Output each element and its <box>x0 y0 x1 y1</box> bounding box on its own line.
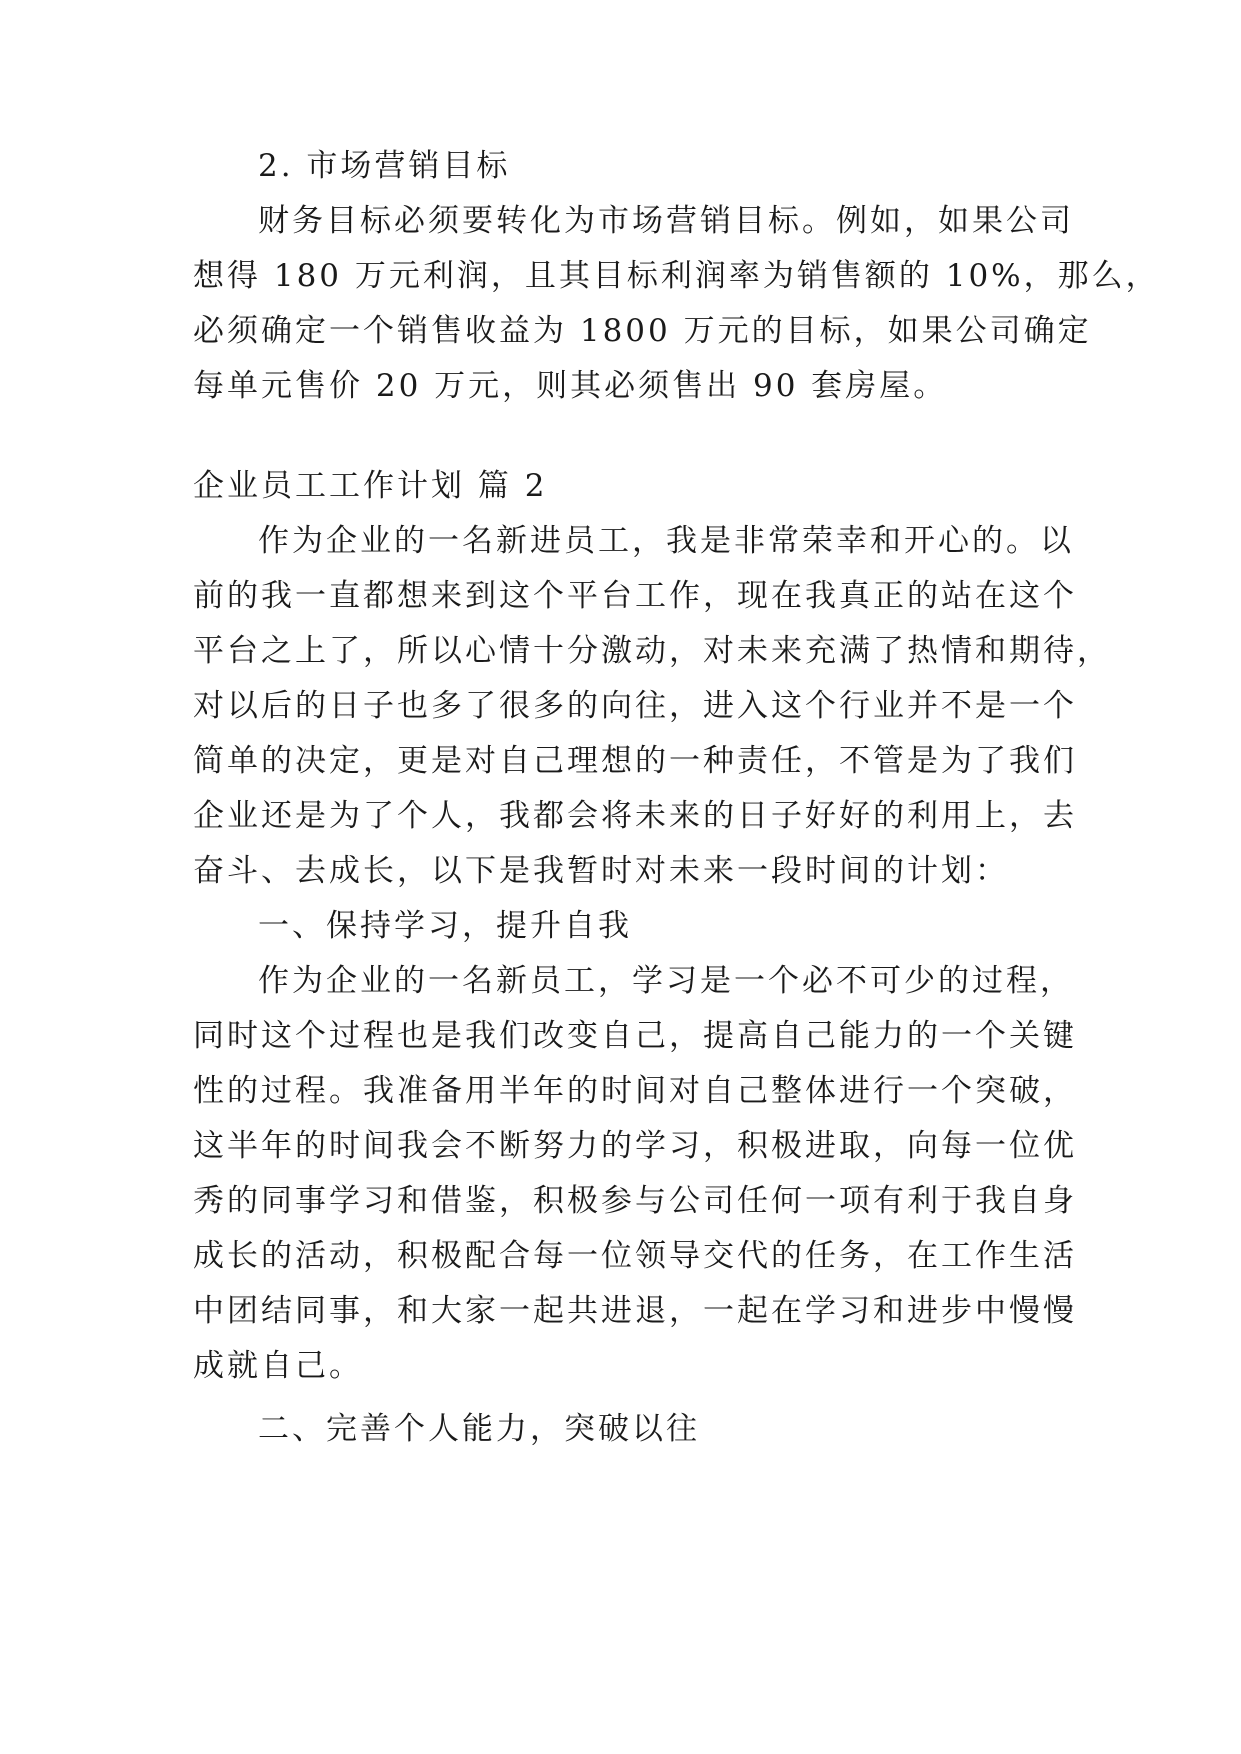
paragraph-line: 想得 180 万元利润，且其目标利润率为销售额的 10%，那么， <box>193 258 1160 294</box>
paragraph-line: 作为企业的一名新进员工，我是非常荣幸和开心的。以 <box>258 523 1074 559</box>
paragraph-line: 财务目标必须要转化为市场营销目标。例如，如果公司 <box>258 203 1074 239</box>
paragraph-line: 成就自己。 <box>193 1348 363 1384</box>
paragraph-line: 平台之上了，所以心情十分激动，对未来充满了热情和期待， <box>193 633 1111 669</box>
point-heading-keep-learning: 一、保持学习，提升自我 <box>258 908 632 944</box>
paragraph-line: 这半年的时间我会不断努力的学习，积极进取，向每一位优 <box>193 1128 1077 1164</box>
paragraph-line: 必须确定一个销售收益为 1800 万元的目标，如果公司确定 <box>193 313 1092 349</box>
paragraph-line: 企业还是为了个人，我都会将未来的日子好好的利用上，去 <box>193 798 1077 834</box>
section-heading-marketing-goals: 2. 市场营销目标 <box>258 148 511 184</box>
paragraph-line: 对以后的日子也多了很多的向往，进入这个行业并不是一个 <box>193 688 1077 724</box>
paragraph-line: 前的我一直都想来到这个平台工作，现在我真正的站在这个 <box>193 578 1077 614</box>
paragraph-line: 成长的活动，积极配合每一位领导交代的任务，在工作生活 <box>193 1238 1077 1274</box>
paragraph-line: 同时这个过程也是我们改变自己，提高自己能力的一个关键 <box>193 1018 1077 1054</box>
paragraph-line: 中团结同事，和大家一起共进退，一起在学习和进步中慢慢 <box>193 1293 1077 1329</box>
paragraph-line: 简单的决定，更是对自己理想的一种责任，不管是为了我们 <box>193 743 1077 779</box>
paragraph-line: 每单元售价 20 万元，则其必须售出 90 套房屋。 <box>193 368 948 404</box>
paragraph-line: 性的过程。我准备用半年的时间对自己整体进行一个突破， <box>193 1073 1077 1109</box>
point-heading-improve-ability: 二、完善个人能力，突破以往 <box>258 1411 700 1447</box>
paragraph-line: 作为企业的一名新员工，学习是一个必不可少的过程， <box>258 963 1074 999</box>
paragraph-line: 奋斗、去成长，以下是我暂时对未来一段时间的计划： <box>193 853 1009 889</box>
article-title: 企业员工工作计划 篇 2 <box>193 468 548 504</box>
paragraph-line: 秀的同事学习和借鉴，积极参与公司任何一项有利于我自身 <box>193 1183 1077 1219</box>
